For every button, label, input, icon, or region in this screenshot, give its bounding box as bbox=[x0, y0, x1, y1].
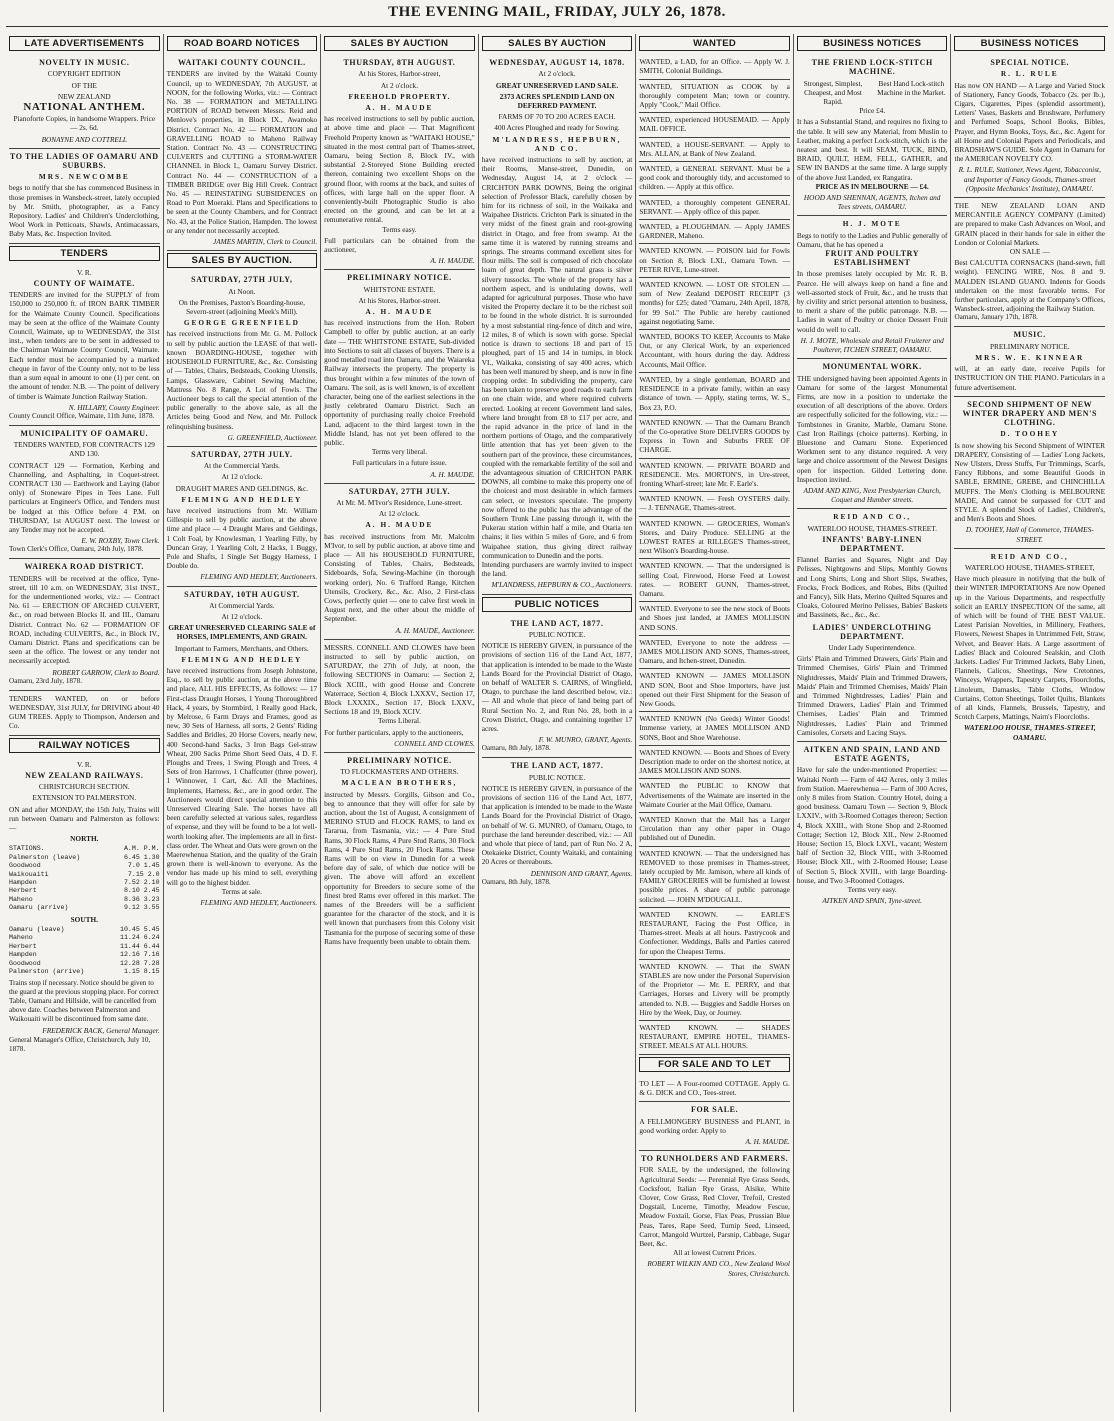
wanted-list bbox=[639, 55, 790, 1054]
masthead-rule bbox=[6, 26, 1108, 27]
timetable-header-times: A.M. P.M. bbox=[123, 845, 160, 853]
timetable-station: Herbert bbox=[9, 887, 37, 895]
wanted-item: WANTED the PUBLIC to KNOW that Advertisements of the Waimate are inserted in the Waimate Courier at the Mail Office, Oamaru. bbox=[639, 779, 790, 813]
column-7 bbox=[951, 34, 1108, 1412]
timetable-header-row bbox=[9, 845, 160, 853]
advert-body: Best CALCUTTA CORNSACKS (hand-sewn, full weight). FENCING WIRE, Nos. 8 and 9. MALDEN ISLAND GUANO. Indents for Goods undertaken on the most favorable terms. For further particulars, apply at the Company's Offices, Wansbeck-street, adjoining the Railway Station. bbox=[954, 258, 1106, 314]
timetable-header-stations: STATIONS. bbox=[9, 845, 45, 853]
advert-title: TO THE LADIES OF OAMARU AND SUBURBS. bbox=[9, 151, 159, 171]
timetable-row bbox=[9, 871, 160, 879]
advert-signature: A. H. MAUDE, Auctioneer. bbox=[395, 625, 475, 635]
section-heading-for-sale-and-to-let: FOR SALE AND TO LET bbox=[639, 1057, 790, 1072]
wanted-item: WANTED, Everyone to note the address — JAMES MOLLISON AND SONS, Thames-street, Oamaru, and Itchen-street, Dunedin. bbox=[639, 636, 790, 670]
advert-body: have received instructions to sell by auction, at their Rooms, Manse-street, Dunedin, on Wednesday, August 14, at 2 o'clock — CRICHTON PARK DOWNS, Being the original selection of Professor Black, carefully chosen by him for its richness of soil, in the Waikaka and Waipahee Districts. Crichton Park is situated in the very midst of the finest grain and root-growing district in Otago, and free from swamp. At the same time it is watered by running streams and springs. The streams command excellent sites for flour mills. The soil is composed of rich chocolate loam of great depth. The natural grass is silver silvery tussocks. The whole of the property has a northern aspect, and is undulating downs, well adapted for agricultural purposes. Those who have visited the Property declare it to be the richest soil to be found in the whole district. It is surrounded by a most substantial ring-fence of ditch and wire, 12 miles, 8 of which is sown with gorse. Special notice is drawn to sections 18 and part of 15 ploughed, part of 15 and 14 in turnips, in block VI., Waikaka, consisting of say 400 acres, which has been well manured by sheep, and is now in fine cropping order. In subdividing the property, care has been taken to preserve good roads to each farm on one chain wide, and where required culverts erected. Looking at recent Government land sales, where land brought from £8 to £17 per acre, and the rapid advance in the price of land in the northern portions of Otago, and the comparatively little attention that has yet been given to the southern part of the province, these circumstances, coupled with the remarkable fertility of the soil and the advantageous situation of CRICHTON PARK DOWNS, all combine to make this property one of the choicest and most desirable in which farmers can select, or investors speculate. The property now offered to the public has the advantage of the Southern Trunk Line passing through it, with the Pukerau station within half a mile, and Otaria ten chains; it lies within 5 miles of Gore, and 6 from Waipahee station, thus giving direct railway communication to Dunedin and the ports. bbox=[481, 155, 633, 560]
advert-loan-agency bbox=[954, 198, 1105, 327]
advert-whitstone bbox=[324, 270, 475, 483]
section-heading-late-advertisements: LATE ADVERTISEMENTS bbox=[9, 36, 160, 51]
advert-body: NOTICE IS HEREBY GIVEN, in pursuance of the provisions of section 116 of the Land Act, 1877, that application is intended to be made to the Waste Lands Board for the Provincial District of Otago, on behalf of WALTER S. CAIRNS, of Wingfield, Otago, to purchase the land described below, viz.: — All and whole that piece of land being part of Rural Section No. 2, and Run No. 28, both in a Crown District, Otago, and containing together 17 acres. bbox=[481, 641, 633, 734]
advert-subtitle: PUBLIC NOTICE. bbox=[528, 772, 586, 782]
advert-body: Is now showing his Second Shipment of WINTER DRAPERY, Consisting of — Ladies' Long Jackets, New Ulsters, Dress Stuffs, Fur Trimmings, Scarfs, Fancy Ribbons, and some Beautiful Goods in SABLE, ERMINE, GREBE, and CHINCHILLA MUFFS. The Men's Clothing is MELBOURNE MADE, And cannot be surpassed for CUT and STYLE. A splendid Stock of Ladies', Children's, and Men's Boots and Shoes. bbox=[954, 440, 1106, 524]
wanted-item: WANTED, by a single gentleman, BOARD and RESIDENCE in a private family, within an easy distance of town. — Apply, stating terms, W. S., Box 23, P.O. bbox=[639, 373, 790, 416]
advert-signature: HOOD AND SHENNAN, AGENTS, Itchen and Tees streets, OAMARU. bbox=[803, 193, 941, 212]
advert-subtitle: FREEHOLD PROPERTY. bbox=[348, 91, 451, 101]
advert-signature: A. H. MAUDE. bbox=[745, 1136, 790, 1146]
advert-signature: E. W. ROXBY, Town Clerk. bbox=[81, 536, 160, 546]
advert-maude-freehold bbox=[324, 55, 475, 270]
wanted-item: WANTED KNOWN. — SHADES RESTAURANT, EMPIRE HOTEL, THAMES-STREET. MEALS AT ALL HOURS. bbox=[639, 1021, 790, 1055]
section-heading-sales-by-auction: SALES BY AUCTION bbox=[324, 36, 475, 51]
advert-body: It has a Substantial Stand, and requires no fixing to the table. It will sew any Material, from Muslin to Leather, making a perfect Lock-stitch, which is the neatest and best. It will SEAM, TUCK, BIND, BRAID, QUILT, HEM, FELL, GATHER, and SEW IN BANDS at the same time. A large supply of the above Just Landed, ex Rangatira. bbox=[796, 117, 948, 182]
timetable-times: 7.15 2.0 bbox=[127, 870, 160, 878]
section-heading-road-board-notices: ROAD BOARD NOTICES bbox=[167, 36, 318, 51]
advert-title: SATURDAY, 27TH JULY, bbox=[191, 275, 293, 285]
advert-body: TO LET — A Four-roomed COTTAGE. Apply G. & G. DICK and CO., Tees-street. bbox=[639, 1078, 790, 1098]
advert-waimate bbox=[9, 265, 160, 426]
advert-gum-trees bbox=[9, 691, 160, 736]
advert-date: County Council Office, Waimate, 11th June, 1878. bbox=[9, 411, 155, 420]
advert-land-act-cairns bbox=[482, 616, 633, 759]
wanted-item: WANTED, experienced HOUSEMAID. — Apply MAIL OFFICE. bbox=[639, 113, 790, 137]
timetable-row bbox=[9, 968, 160, 976]
advert-body: MESSRS. CONNELL AND CLOWES have been instructed to sell by public auction, on SATURDAY, the 27th of July, at noon, the following SECTIONS in Oamaru: — Section 2, Block XCIII., with good House and Concrete Waterrace, Section 4, Block LXXXV., Section 17, Block LXXXIX., Section 17, Block LXXV., Sections 18 and 19, Block XCIV. bbox=[324, 642, 475, 717]
wanted-item: WANTED KNOWN. — That the Oamaru Branch of the Co-operative Store DELIVERS GOODS by Express in Town and Suburbs FREE OF CHARGE. bbox=[639, 416, 790, 459]
advert-title: MUNICIPALITY OF OAMARU. bbox=[20, 428, 149, 438]
advert-aitken-spain bbox=[797, 742, 948, 909]
wanted-item: WANTED KNOWN. — That the undersigned has REMOVED to those premises in Thames-street, lately occupied by Mr. Jamison, where all kinds of FAMILY GROCERIES will be furnished at lowest possible prices. A share of public patronage solicited. — JOHN M'DOUGALL. bbox=[639, 847, 790, 908]
advert-subtitle: CHRISTCHURCH SECTION. bbox=[38, 782, 130, 792]
timetable-times: 8.10 2.45 bbox=[123, 887, 160, 895]
advert-subtitle: At the Commercial Yards. bbox=[203, 461, 280, 471]
wanted-item: WANTED, a HOUSE-SERVANT. — Apply to Mrs. ALLAN, at Bank of New Zealand. bbox=[639, 138, 790, 162]
advert-date: Oamaru, January 17th, 1878. bbox=[954, 313, 1038, 322]
advert-name: REID AND CO., bbox=[833, 512, 912, 522]
advert-name: FLEMING AND HEDLEY bbox=[181, 494, 303, 504]
advert-body: TENDERS will be received at the office, Tyne-street, till 10 a.m. on WEDNESDAY, 31st INST., for the undermentioned works, viz.: — Contract No. 61 — ERECTION OF ARCHED CULVERT, &c., on road between Blocks II. and III., Oamaru District. Contract No. 62 — FORMATION OF ROAD, including CULVERTS, &c., in Block IV., Oamaru District. Plans and specifications can be seen at the office. The lowest or any tender not necessarily accepted. bbox=[9, 573, 160, 666]
advert-music bbox=[9, 55, 160, 149]
timetable-row bbox=[9, 951, 160, 959]
advert-body: Have for sale the under-mentioned Properties: — Waitaki North — Farm of 442 Acres, only 3 miles from Station. Maerewhenua — Farm of 300 Acres, only 8 miles from Station. Country Hotel, doing a good business. Oamaru Town — Section 9, Block LXXIV., with 3-Roomed Cottages thereon; Section 4, Block XXIII., with Stone Shop and 2-Roomed Cottage; Section 12, Block XII., New 2-Roomed House; Section 15, Block LXVI., vacant; Western half of Section 32, Block VIII., with 3-Roomed House; Block XII., with 2-Roomed House; Lease of Section 5, Block XVIII., with large Boarding-house, and Two 3-Roomed Cottages. bbox=[796, 765, 948, 885]
advert-name: REID AND CO., bbox=[990, 551, 1069, 561]
advert-fleming-mares bbox=[167, 447, 318, 587]
column-2 bbox=[164, 34, 322, 1412]
column-6 bbox=[794, 34, 952, 1412]
column-1 bbox=[6, 34, 164, 1412]
advert-reid-winter bbox=[954, 549, 1105, 746]
advert-signature: FREDERICK BACK, General Manager. bbox=[42, 1026, 160, 1036]
advert-crichton-park bbox=[482, 55, 633, 594]
advert-body-left: Strongest, Simplest, Cheapest, and Most Rapid. bbox=[803, 78, 863, 107]
advert-title: AITKEN AND SPAIN, LAND AND ESTATE AGENTS, bbox=[803, 745, 941, 764]
wanted-item: WANTED KNOWN (No Geeds) Winter Goods! Immense variety, at JAMES MOLLISON AND SONS, Boot and Shoe Warehouse. bbox=[639, 712, 790, 746]
advert-signature: WATERLOO HOUSE, THAMES-STREET, OAMARU. bbox=[963, 723, 1096, 742]
advert-body: TENDERS are invited for the SUPPLY of from 150,000 to 250,000 ft. of IRON BARK TIMBER for the Waimate County Council. Specifications may be seen at the office of the Waimate County Council, Waimate, up to WEDNESDAY, the 31st inst., when tenders are to be sent in addressed to the Chairman Waimate County Council, Waimate. Each tender must be accompanied by a marked cheque in favor of the County only, not to be less than a sum equal in amount to one (1) per cent. on the amount of tender. N.B. — The point of delivery of timber is Waimate Junction Railway Station. bbox=[9, 290, 160, 401]
advert-body: begs to notify that she has commenced Business in those premises in Wansbeck-street, lately occupied by Mr. Smith, photographer, as a Fancy Repository. Ladies' and Children's Underclothing, Wool Work in Petticoats, Shawls, Antimacassars, Baby Mats, &c. Inspection Invited. bbox=[9, 183, 160, 239]
advert-signature: N. HILLARY, County Engineer. bbox=[68, 402, 160, 412]
advert-subtitle: At his Stores, Harbor-street, bbox=[358, 69, 441, 79]
advert-title: WAITAKI COUNTY COUNCIL. bbox=[177, 58, 306, 68]
timetable-times: 10.45 5.45 bbox=[120, 925, 160, 933]
advert-ladies bbox=[9, 149, 160, 244]
advert-signature: A. H. MAUDE. bbox=[430, 256, 475, 266]
advert-body: will, at an early date, receive Pupils for INSTRUCTION ON THE PIANO. Particulars in a future advertisement. bbox=[954, 364, 1106, 392]
advert-subtitle: GREAT UNRESERVED CLEARING SALE of HORSES, IMPLEMENTS, AND GRAIN. bbox=[168, 623, 316, 642]
timetable-station: Goodwood bbox=[9, 862, 41, 870]
timetable-station: Hampden bbox=[9, 951, 37, 959]
advert-subtitle: GREAT UNRESERVED LAND SALE. bbox=[495, 80, 619, 90]
advert-subtitle: EXTENSION TO PALMERSTON. bbox=[32, 793, 137, 803]
advert-signature: A. H. MAUDE. bbox=[430, 469, 475, 479]
advert-signature: AITKEN AND SPAIN, Tyne-street. bbox=[822, 896, 922, 906]
advert-to-let bbox=[639, 1076, 790, 1102]
wanted-item: WANTED, a PLOUGHMAN. — Apply JAMES GARDNER, Maheno. bbox=[639, 220, 790, 244]
advert-signature: JAMES MARTIN, Clerk to Council. bbox=[212, 237, 318, 247]
section-heading-sales-by-auction: SALES BY AUCTION. bbox=[167, 253, 318, 268]
advert-body: A FELLMONGERY BUSINESS and PLANT, in good working order. Apply to bbox=[639, 1116, 790, 1135]
advert-reid-baby-linen bbox=[797, 509, 948, 742]
timetable-times: 7.52 2.10 bbox=[123, 879, 160, 887]
advert-subtitle: DRAUGHT MARES AND GELDINGS, &c. bbox=[175, 483, 309, 493]
timetable-row bbox=[9, 879, 160, 887]
advert-title: PRELIMINARY NOTICE. bbox=[347, 756, 452, 766]
wanted-item: WANTED KNOWN. — PRIVATE BOARD and RESIDENCE. Mrs. MORTON'S, in Ure-street, fronting Wharf-street; late Mr. F. Earle's. bbox=[639, 459, 790, 493]
wanted-item: WANTED KNOWN. — EARLE'S RESTAURANT, Facing the Post Office, in Thames-street. Meals at all hours. Pastrycook and Confectioner. Weddings, Balls and Parties catered for upon the Cheapest Terms. bbox=[639, 908, 790, 960]
advert-subtitle: At 2 o'clock. bbox=[538, 69, 576, 79]
advert-body: THE NEW ZEALAND LOAN AND MERCANTILE AGENCY COMPANY (Limited) are prepared to make Cash Advances on Wool, and GRAIN placed in their hands for sale in either the London or Colonial Markets. bbox=[954, 201, 1106, 247]
timetable-north-heading: NORTH. bbox=[70, 834, 99, 844]
advert-signature: R. L. RULE, Stationer, News Agent, Tobacconist, and Importer of Fancy Goods, Thames-street (Opposite Mechanics' Institute), OAMARU. bbox=[958, 165, 1101, 193]
advert-maclean bbox=[324, 753, 475, 950]
advert-title: PRELIMINARY NOTICE. bbox=[347, 273, 452, 283]
advert-title: SATURDAY, 27TH JULY. bbox=[191, 449, 293, 459]
newspaper-title: THE EVENING MAIL, FRIDAY, JULY 26, 1878. bbox=[388, 4, 726, 20]
advert-title: MUSIC. bbox=[1013, 330, 1046, 340]
advert-crest: V. R. bbox=[76, 267, 92, 277]
advert-date: General Manager's Office, Christchurch, July 10, 1878. bbox=[9, 1035, 151, 1053]
timetable-row bbox=[9, 854, 160, 862]
advert-body: instructed by Messrs. Corgills, Gibson and Co., beg to announce that they will offer for sale by auction, about the 1st of August, A consignment of MERINO STUD and FLOCK RAMS, to land ex Tararua, from Tasmania, viz.: — 4 Pure Stud Rams, 30 Flock Rams, 4 Pure Stud Rams, 30 Flock Rams, 4 Pure Stud Rams, 20 Flock Rams. These Rams will be on view in Dunedin for a week before day of sale, of which due notice will be given. The above will afford an excellent opportunity for Breeders to secure some of the finest bred Rams ever offered in this market. The names of the Breeders will be a sufficient guarantee for the character of the stock, and it is well known that purchasers from this Colony visit Tasmania for the purpose of securing some of these Rams have frequently been unable to obtain them. bbox=[324, 789, 475, 946]
advert-title: THE FRIEND LOCK-STITCH MACHINE. bbox=[811, 58, 933, 77]
advert-name: FLEMING AND HEDLEY bbox=[181, 654, 303, 664]
advert-note: Trains stop if necessary. Notice should be given to the guard at the previous stopping place. For correct Table, Oamaru and Hillside, will be cancelled from above date. Coaches between Palmerston and Waikouaiti will be discontinued from same date. bbox=[9, 979, 159, 1024]
advert-title: NEW ZEALAND RAILWAYS. bbox=[25, 771, 144, 780]
wanted-item: WANTED, a GENERAL SERVANT. Must be a good cook and thoroughly tidy, and accustomed to children. — Apply at this office. bbox=[639, 162, 790, 196]
advert-terms: Terms Liberal. bbox=[378, 716, 421, 726]
advert-signature: M'LANDRESS, HEPBURN & CO., Auctioneers. bbox=[491, 580, 633, 590]
advert-signature: H. J. MOTE, Wholesale and Retail Fruiterer and Poulterer, ITCHEN STREET, OAMARU. bbox=[800, 335, 944, 355]
advert-subtitle: TO FLOCKMASTERS AND OTHERS. bbox=[340, 767, 459, 777]
advert-greenfield bbox=[167, 272, 318, 446]
timetable-times: 12.28 7.28 bbox=[120, 959, 160, 967]
section-heading-business-notices: BUSINESS NOTICES bbox=[797, 36, 948, 51]
wanted-item: WANTED, a thoroughly competent GENERAL SERVANT. — Apply office of this paper. bbox=[639, 196, 790, 220]
advert-subtitle: At 12 o'clock. bbox=[221, 472, 263, 482]
advert-title: WAIREKA ROAD DISTRICT. bbox=[24, 562, 145, 572]
advert-subtitle: PRELIMINARY NOTICE. bbox=[989, 341, 1070, 351]
advert-railways bbox=[9, 757, 160, 1058]
wanted-item: WANTED KNOWN. — That the undersigned is selling Coal, Firewood, Horse Feed at Lowest rates. — ROBERT GUNN, Thames-street, Oamaru. bbox=[639, 559, 790, 602]
advert-body: TENDERS are invited by the Waitaki County Council, up to WEDNESDAY, 7th AUGUST, at NOON, for the following Works, viz.: — Contract No. 38 — FORMATION and METALLING PORTION of ROAD between Messrs. Reid and Menlove's properties, in Block IX., Awamoko District. Contract No. 42 — FORMATION and GRAVELLING ROAD to Maheno Railway Station. Contract No. 43 — CONSTRUCTING CULVERTS and CUTTING a STORM-WATER CHANNEL in Block I., Oamaru Survey District. Contract No. 44 — CONSTRUCTION of a TIMBER BRIDGE over Big Hill Creek. Contract No. 45 — REINSTATING SUBSIDENCES on Road to Port Moeraki. Plans and Specifications to be seen at the County Chambers, and for Contract No. 43, at the Police Station, Hampden. The lowest or any tender not necessarily accepted. bbox=[166, 69, 318, 235]
advert-subtitle: OF THE bbox=[71, 80, 97, 90]
timetable-times: 12.16 7.16 bbox=[120, 951, 160, 959]
column-4 bbox=[479, 34, 637, 1412]
section-heading-sales-by-auction: SALES BY AUCTION bbox=[482, 36, 633, 51]
timetable-row bbox=[9, 960, 160, 968]
advert-title: MONUMENTAL WORK. bbox=[822, 362, 922, 372]
advert-land-act-munro bbox=[482, 758, 633, 890]
advert-subtitle: TENDERS WANTED, FOR CONTRACTS 129 AND 130. bbox=[13, 440, 155, 459]
advert-signature: CONNELL AND CLOWES. bbox=[394, 738, 475, 748]
advert-name: D. TOOHEY bbox=[1000, 429, 1060, 439]
timetable-row bbox=[9, 904, 160, 912]
advert-title: THURSDAY, 8TH AUGUST. bbox=[343, 58, 456, 68]
wanted-item: WANTED KNOWN — JAMES MOLLISON AND SON, Boot and Shoe Importers, have just opened out their First Shipment for the Season of New Goods. bbox=[639, 669, 790, 712]
wanted-item: WANTED, BOOKS TO KEEP, Accounts to Make Out, or any Clerical Work, by an experienced Accountant, with hours during the day. Address Accounts, Mail Office. bbox=[639, 330, 790, 373]
advert-subtitle: Important to Farmers, Merchants, and Others. bbox=[174, 643, 309, 653]
advert-subtitle: At Commercial Yards. bbox=[209, 600, 275, 610]
advert-date: Oamaru, 23rd July, 1878. bbox=[9, 676, 82, 685]
advert-name: GEORGE GREENFIELD bbox=[183, 318, 300, 328]
advert-municipality bbox=[9, 426, 160, 559]
advert-waireka bbox=[9, 559, 160, 690]
advert-body: Flannel Barries and Squares, Night and Day Pelisses, Nightgowns and Slips, Monthly Gowns and Long Shirts, Long and Short Slips, Swathes, Frocks, Frock Bodices, and Robes, Bibs (Quilted and Fancy), Silk Hats, Merino Quilted Squares and Cloaks, Coloured Merino Pelisses, Babies' Baskets and Bassinets, &c., &c., &c. bbox=[796, 555, 948, 620]
advert-body: NOTICE IS HEREBY GIVEN, in pursuance of the provisions of section 116 of the Land Act, 1877, that application is intended to be made to the Waste Lands Board for the Provincial District of Otago, on behalf of W. G. MUNRO, of Oamaru, Otago, to purchase the land hereunder described, viz.: — All and whole that piece of land, part of Run No. 2 A, Otekaieke District, County Waitaki, and containing 20 Acres or thereabouts. bbox=[481, 783, 633, 867]
advert-signature: F. W. MUNRO, GRANT, Agents. bbox=[538, 735, 633, 745]
advert-body: ON and after MONDAY, the 15th July, Trains will run between Oamaru and Palmerston as follows: — bbox=[9, 804, 160, 833]
advert-subtitle: PUBLIC NOTICE. bbox=[528, 629, 586, 639]
advert-maude-furniture bbox=[324, 484, 475, 640]
advert-name: MRS. W. E. KINNEAR bbox=[975, 352, 1085, 362]
advert-subtitle: PRICE AS IN MELBOURNE — £4. bbox=[815, 181, 929, 191]
advert-terms: Terms easy. bbox=[382, 224, 417, 234]
advert-body: Has now ON HAND — A Large and Varied Stock of Stationery, Fancy Goods, Tobacco (2s. per lb.), Cigars, Cigarettes, Pipes (splendid assortment), Letters' Vases, Baskets and Brushware, Perfumery and Perfumed Soaps, School Books, Bibles, Prayer, and Hymn Books, Toys, &c., &c. Agent for all Home and Colonial Papers and Periodicals, and BRADSHAW'S GUIDE. Sole Agent in Oamaru for the AMERICAN NOVELTY CO. bbox=[954, 80, 1106, 164]
wanted-item: WANTED KNOWN. — Fresh OYSTERS daily. — J. TENNAGE, Thames-street. bbox=[639, 492, 790, 516]
column-3 bbox=[321, 34, 479, 1412]
timetable-row bbox=[9, 887, 160, 895]
advert-terms: Terms very liberal. bbox=[371, 447, 428, 457]
advert-signature: FLEMING AND HEDLEY, Auctioneers. bbox=[200, 572, 318, 582]
advert-note: Full particulars in a future issue. bbox=[352, 458, 447, 468]
timetable-station: Goodwood bbox=[9, 959, 41, 967]
advert-body: have received instructions from Joseph Johnstone, Esq., to sell by public auction, at the above time and place, ALL HIS EFFECTS, As follows: — 17 First-class Draught Horses, 1 Young Thoroughbred Hack, 4 years, by Stormbird, 1 Really good Hack, by Melrose, 6 Farm Drays and Frames, good as new, 30 Sets of Harness, all sorts, 2 Gents' Riding Saddles and Bridles, 20 Horse Covers, nearly new, 400 Second-hand Sacks, 3 Iron Bags Gel-straw Wheat, 200 Sacks Prime Short Seed Oats, 4 D. F. Ploughs and Trees, 1 Swing Plough and Trees, 4 Sets of Iron Harrows, 1 Chaffcutter (three power), 1 Winnower, 1 Cart, &c. All the Machines, Implements, Harness, &c., are in good order. The Auctioneers would direct special attention to this Unreserved Clearing Sale. The horses have all been carefully selected at various sales, regardless of expense, and they will be found to be a lot well-worth looking after. The implements are all in first-class order. The Wheat and Oats were grown on the Maerewhenua Station, and the quality of the Grain grown there is well-known to everyone. As the vendor has made up his mind to sell, everything will go to the highest bidder. bbox=[166, 665, 318, 887]
advert-monumental bbox=[797, 359, 948, 509]
timetable-south-heading: SOUTH. bbox=[70, 914, 98, 924]
timetable-station: Herbert bbox=[9, 942, 37, 950]
advert-date: Town Clerk's Office, Oamaru, 24th July, 1878. bbox=[9, 545, 144, 554]
timetable-station: Waikouaiti bbox=[9, 870, 49, 878]
timetable-row bbox=[9, 943, 160, 951]
advert-subtitle: WHITSTONE ESTATE. bbox=[363, 284, 436, 294]
section-heading-business-notices: BUSINESS NOTICES bbox=[954, 36, 1105, 51]
wanted-item: WANTED KNOWN. — GROCERIES, Woman's Stores, and Dairy Produce. SELLING at the LOWEST RATES at RILLEGE'S Thames-street, next Wilson's Boarding-house. bbox=[639, 517, 790, 560]
advert-signature: D. TOOHEY, Hall of Commerce, THAMES-STREET. bbox=[965, 525, 1094, 544]
timetable-row bbox=[9, 926, 160, 934]
advert-body: has received instructions from Mr. G. M. Pollock to sell by public auction the LEASE of that well-known BOARDING-HOUSE, together with HOUSEHOLD FURNITURE, &c., &c. Consisting of — Tables, Chairs, Bedsteads, Cooking Utensils, Lamps, Glassware, Cabinet Sewing Machine, Mattress No. 8 Range, A Lot of Fowls. The Auctioneer begs to call the special attention of the public generally to the above sale, as all the Articles being Good and New, and Mr. Pollock relinquishing business. bbox=[166, 329, 318, 431]
timetable-times: 6.45 1.30 bbox=[123, 853, 160, 861]
timetable-times: 11.24 6.24 bbox=[120, 934, 160, 942]
advert-toohey bbox=[954, 397, 1105, 549]
advert-seeds bbox=[639, 1151, 790, 1282]
timetable-station: Palmerston (leave) bbox=[9, 853, 81, 861]
advert-body: has received instructions to sell by public auction, at above time and place — That Magnificent Freehold Property known as "WAITAKI HOUSE," situated in the most central part of Thames-street, Oamaru, being Section 8, Block IV., with substantial 2-Storeyed Stone Building erected thereon, containing two excellent Shops on the ground floor, with rooms at the back, and suites of offices, with large hall on the upper floor. A conveniently-built Photographic Studio is also erected on the ground, and can be let at a remunerative rental. bbox=[324, 114, 475, 225]
wanted-item: WANTED KNOWN. — LOST OR STOLEN — sum of New Zealand DEPOSIT RECEIPT (3 months) for £25; dated "Oamaru, 24th April, 1878, for 99 Sol." The Public are hereby cautioned against negotiating Same. bbox=[639, 278, 790, 330]
wanted-item: WANTED KNOWN. — That the SWAN STABLES are now under the Personal Supervision of the Proprietor — Mr. E. PERRY, and that Carriages, Horses and Livery will be promptly attended to. N.B. — Buggies and Saddle Horses on Hire by the Week, Day, or Journey. bbox=[639, 960, 790, 1021]
advert-note: All at lowest Current Prices. bbox=[673, 1248, 757, 1258]
advert-subtitle: WATERLOO HOUSE, THAMES-STREET. bbox=[807, 523, 937, 533]
timetable-north bbox=[9, 854, 160, 913]
timetable-row bbox=[9, 896, 160, 904]
advert-signature: ADAM AND KING, Next Presbyterian Church, Coquet and Humber streets. bbox=[803, 485, 941, 505]
advert-title: INFANTS' BABY-LINEN DEPARTMENT. bbox=[822, 534, 922, 553]
advert-subtitle: Under Lady Superintendence. bbox=[828, 642, 916, 652]
advert-subtitle: COPYRIGHT EDITION bbox=[47, 69, 121, 79]
advert-body: THE undersigned having been appointed Agents in Oamaru for some of the largest Monumental Firms, are now in a position to undertake the execution of all descriptions of the above. Orders are respectfully solicited for the following, viz.: — Tombstones in Granite, Marble, Oamaru Stone. Cast Iron Railings (choice patterns). Kerbing, in Bluestone and Oamaru Stone. Experienced Workmen sent to any distance required. A very large and choice assortment of the Newest Designs open for inspection. Gilded Lettering done. Inspection invited. bbox=[796, 373, 948, 484]
advert-title: LADIES' UNDERCLOTHING DEPARTMENT. bbox=[812, 622, 932, 641]
advert-subtitle: At his Stores, Harbor-street. bbox=[358, 295, 441, 305]
advert-signature: DENNISON AND GRANT, Agents. bbox=[530, 868, 633, 878]
timetable-row bbox=[9, 862, 160, 870]
advert-title: FOR SALE. bbox=[691, 1105, 739, 1115]
advert-subtitle: At 12 o'clock. bbox=[379, 509, 420, 519]
advert-two-column bbox=[797, 79, 948, 107]
advert-body: Girls' Plain and Trimmed Drawers, Girls' Plain and Trimmed Chemises, Girls' Plain and Trimmed Nightdresses, Maids' Plain and Trimmed Drawers, Maids' Plain and Trimmed Chemises, Maids' Plain and Trimmed Nightdresses, Ladies' Plain and Trimmed Drawers, Ladies' Plain and Trimmed Chemises, Ladies' Plain and Trimmed Nightdresses, Ladies' Plain and Trimmed Camisoles, Corsets and Lacing Stays. bbox=[796, 654, 948, 737]
advert-body: Have much pleasure in notifying that the bulk of their WINTER IMPORTATIONS Are now Opened up in the Various Departments, and respectfully solicit an EARLY INSPECTION Of the same, all of which will be found of THE BEST VALUE. Latest Parisian Novelties, in Millinery, Feathers, Flowers, Newest Shapes in Untrimmed Felt, Straw, Velvet, and Beaver Hats. A Large assortment of Ladies' Black and Coloured Sealskin, and Cloth Jackets. Ladies' Fur Trimmed Jackets, Baby Linen, Flannels, Calicos, Sheetings, New Cretonnes, Winceys, Wrappers, Tapestry Carpets, Floorcloths, Linoleum, Damasks, Table Cloths, Window Curtains, Cotton Sheetings, Toilet Quilts, Blankets of all kinds, Flannels, Brussels, Tapestry, and Scotch Carpets, Mattings, Nairn's Floorcloths. bbox=[954, 574, 1106, 722]
advert-body: TENDERS WANTED, on or before WEDNESDAY, 31st JULY, for DRIVING about 40 GUM TREES. Apply to Thompson, Andersen and Co. bbox=[9, 693, 160, 731]
advert-price: Price £4. bbox=[859, 106, 886, 116]
advert-subtitle: FARMS OF 70 TO 200 ACRES EACH. bbox=[498, 112, 616, 122]
advert-crest: V. R. bbox=[76, 759, 92, 769]
advert-subtitle: At 12 o'clock. bbox=[221, 611, 263, 621]
advert-subtitle: At Mr. M. M'Ivor's Residence, Lune-street. bbox=[336, 497, 463, 507]
advert-title: FRUIT AND POULTRY ESTABLISHMENT bbox=[825, 249, 920, 268]
wanted-item: WANTED Known that the Mail has a Larger Circulation than any other paper in Otago published out of Dunedin. bbox=[639, 813, 790, 847]
section-heading-wanted: WANTED bbox=[639, 36, 790, 51]
advert-date: Oamaru, 8th July, 1878. bbox=[481, 877, 551, 886]
timetable-station: Maheno bbox=[9, 895, 33, 903]
advert-subtitle: 2373 ACRES SPLENDID LAND ON DEFERRED PAYMENT. bbox=[499, 91, 615, 111]
advert-name: A. H. MAUDE bbox=[365, 103, 434, 113]
advert-name: A. H. MAUDE bbox=[365, 307, 434, 317]
timetable-station: Hampden bbox=[9, 879, 37, 887]
timetable-row bbox=[9, 934, 160, 942]
advert-title: SECOND SHIPMENT OF NEW WINTER DRAPERY AND MEN'S CLOTHING. bbox=[962, 399, 1097, 428]
wanted-item: WANTED, SITUATION as COOK by a thoroughly competent Man; town or country. Apply "Cook," Mail Office. bbox=[639, 80, 790, 114]
wanted-item: WANTED KNOWN. — POISON laid for Fowls on Section 8, Block LXI., Oamaru Town. — PETER RIVE, Lune-street. bbox=[639, 244, 790, 278]
advert-music-kinnear bbox=[954, 327, 1105, 396]
advert-body: CONTRACT 129 — Formation, Kerbing and Channelling, and Asphalting, in Coquet-street. CONTRACT 130 — Earthwork and Laying (labor only) of Stoneware Pipes in Tees Lane. Full particulars at Engineer's Office, and Tenders must be lodged at this Office before 4 P.M. on THURSDAY, 1st AUGUST next. The lowest or any Tender may not be accepted. bbox=[9, 460, 160, 534]
advert-note: Full particulars can be obtained from the auctioneer, bbox=[324, 235, 475, 255]
timetable-times: 7.0 1.45 bbox=[127, 862, 160, 870]
advert-subtitle: WATERLOO HOUSE, THAMES-STREET, bbox=[965, 562, 1095, 572]
advert-name: H. J. MOTE bbox=[842, 219, 902, 229]
section-heading-railway-notices: RAILWAY NOTICES bbox=[9, 738, 160, 753]
advert-name: R. L. RULE bbox=[1000, 69, 1059, 79]
timetable-times: 9.12 3.55 bbox=[123, 904, 160, 912]
advert-title: WEDNESDAY, AUGUST 14, 1878. bbox=[489, 58, 625, 68]
advert-signature: ROBERT WILKIN AND CO., New Zealand Wool Stores, Christchurch. bbox=[647, 1259, 790, 1278]
advert-date: Oamaru, 8th July, 1878. bbox=[481, 744, 551, 753]
advert-subtitle: ON SALE — bbox=[1009, 247, 1050, 257]
advert-body: Pianoforte Copies, in handsome Wrappers. Price — 2s. 6d. bbox=[13, 114, 156, 133]
advert-name: MRS. NEWCOMBE bbox=[38, 172, 130, 182]
advert-signature: G. GREENFIELD, Auctioneer. bbox=[227, 432, 318, 442]
timetable-times: 1.15 8.15 bbox=[123, 967, 160, 975]
advert-name: A. H. MAUDE bbox=[365, 520, 434, 530]
advert-body: Begs to notify to the Ladies and Public generally of Oamaru, that he has opened a bbox=[796, 230, 948, 249]
advert-connell-clowes bbox=[324, 640, 475, 753]
advert-fleming-clearing bbox=[167, 587, 318, 912]
advert-note: For further particulars, apply to the auctioneers, bbox=[324, 727, 464, 737]
advert-signature: BONAYNE AND COTTRELL bbox=[41, 134, 127, 144]
advert-body: has received instructions from Mr. Malcolm M'Ivor, to sell by public auction, at above time and place — All his HOUSEHOLD FURNITURE, Consisting of Tables, Chairs, Bedsteads, Sideboards, Sofa, Sewing-Machine (in thorough working order), No. 6 Trafford Range, Kitchen Utensils, Crockery, &c., &c. Also, 2 First-class Cows, perfectly quiet — one to calve first week in August next, and the other about the middle of September. bbox=[324, 531, 475, 624]
advert-title: SATURDAY, 10TH AUGUST. bbox=[184, 589, 300, 599]
advert-rule-stationer bbox=[954, 55, 1105, 198]
masthead bbox=[0, 0, 1114, 28]
advert-subtitle: 400 Acres Ploughed and ready for Sowing. bbox=[494, 123, 620, 133]
advert-title: THE LAND ACT, 1877. bbox=[510, 761, 604, 771]
wanted-item: WANTED. Everyone to see the new stock of Boots and Shoes just landed, at JAMES MOLLISON AND SONS. bbox=[639, 602, 790, 636]
advert-note: Intending purchasers are warmly invited to inspect the land. bbox=[481, 559, 633, 579]
advert-signature: FLEMING AND HEDLEY, Auctioneers. bbox=[200, 898, 318, 908]
advert-body-right: Best Hand Lock-stitch Machine in the Market. bbox=[877, 78, 946, 97]
advert-terms: Terms very easy. bbox=[847, 885, 897, 895]
advert-title: COUNTY OF WAIMATE. bbox=[33, 279, 135, 289]
timetable-station: Maheno bbox=[9, 934, 33, 942]
timetable-times: 8.36 3.23 bbox=[123, 895, 160, 903]
advert-title: NOVELTY IN MUSIC. bbox=[39, 58, 130, 68]
advert-title: THE LAND ACT, 1877. bbox=[510, 618, 604, 628]
advert-terms: Terms at sale. bbox=[221, 886, 262, 896]
advert-lock-stitch bbox=[797, 55, 948, 216]
advert-name: MACLEAN BROTHERS, bbox=[341, 778, 458, 788]
advert-title: SPECIAL NOTICE. bbox=[990, 58, 1070, 68]
advert-body: FOR SALE, by the undersigned, the following Agricultural Seeds: — Perennial Rye Grass Seeds, Cocksfoot, Italian Rye Grass, Alsike, White Clover, Cow Grass, Red Clover, Trefoil, Crested Dogstail, Lucerne, Timothy, Meadow Fescue, Meadow Foxtail, Gorse, Flax Peas, Prussian Blue Peas, Tares, Rape Seed, Turnip Seed, Linseed, Carrot, Mangold Wurtzel, Parsnip, Cabbage, Sugar Beet, &c. bbox=[639, 1165, 790, 1248]
advert-title: TO RUNHOLDERS AND FARMERS. bbox=[640, 1154, 789, 1164]
column-5 bbox=[636, 34, 794, 1412]
wanted-item: WANTED, a LAD, for an Office. — Apply W. J. SMITH, Colonial Buildings. bbox=[639, 55, 790, 79]
advert-name: M'LANDRESS, HEPBURN, AND CO. bbox=[492, 134, 622, 153]
timetable-times: 11.44 6.44 bbox=[120, 942, 160, 950]
newspaper-columns bbox=[6, 34, 1108, 1412]
advert-body: In those premises lately occupied by Mr. R. B. Pearce. He will always keep on hand a fine and well-assorted stock of Fruit, &c., and he trusts that by civility and strict personal attention to business, to merit a share of the public patronage. N.B. — Ladies in want of Poultry or choice Dessert Fruit would do well to call. bbox=[796, 269, 948, 334]
advert-title: SATURDAY, 27TH JULY. bbox=[348, 486, 451, 496]
advert-subtitle: At Noon. bbox=[228, 286, 256, 296]
advert-subtitle: At 2 o'clock. bbox=[380, 80, 419, 90]
advert-waitaki-council bbox=[167, 55, 318, 251]
advert-fellmongery bbox=[639, 1102, 790, 1151]
timetable-station: Palmerston (arrive) bbox=[9, 967, 85, 975]
section-heading-public-notices: PUBLIC NOTICES bbox=[482, 597, 633, 612]
wanted-item: WANTED KNOWN. — Boots and Shoes of Every Description made to order on the shortest notice, at JAMES MOLLISON AND SONS. bbox=[639, 746, 790, 780]
advert-mote bbox=[797, 216, 948, 359]
timetable-station: Oamaru (leave) bbox=[9, 925, 65, 933]
advert-signature: ROBERT GARROW, Clerk to Board. bbox=[52, 667, 160, 677]
advert-title: NATIONAL ANTHEM. bbox=[23, 101, 146, 114]
timetable-station: Oamaru (arrive) bbox=[9, 904, 69, 912]
advert-subtitle: NEW ZEALAND bbox=[57, 91, 111, 101]
advert-body: has received instructions from the Hon. Robert Campbell to offer by public auction, at an early date — THE WHITSTONE ESTATE, Sub-divided into Sections to suit all classes of buyers. There is a good metalled road into Oamaru, and the Waiareka Railway intersects the property. The property is thus brought within a few minutes of the town of Oamaru. The soil, as is well known, is of excellent character, being one of the earliest selections in the justly celebrated Oamaru District. Such an opportunity of purchasing really choice Freehold Land, adjacent to the third largest town in the Middle Island, has not yet been offered to the public. bbox=[324, 318, 475, 447]
section-heading-tenders: TENDERS bbox=[9, 246, 160, 261]
timetable-south bbox=[9, 926, 160, 976]
advert-body: have received instructions from Mr. William Gillespie to sell by public auction, at the above time and place — 4 Draught Mares and Geldings, 1 Colt Foal, by Knowlesman, 1 Yearling Filly, by Duncan Gray, 1 Yearling Colt, 2 Hacks, 1 Buggy, Pole and Shafts, 1 Single Set Buggy Harness, 1 Double do. bbox=[166, 505, 318, 571]
advert-subtitle: On the Premises, Paxton's Boarding-house, Severn-street (adjoining Meek's Mill). bbox=[178, 297, 305, 317]
